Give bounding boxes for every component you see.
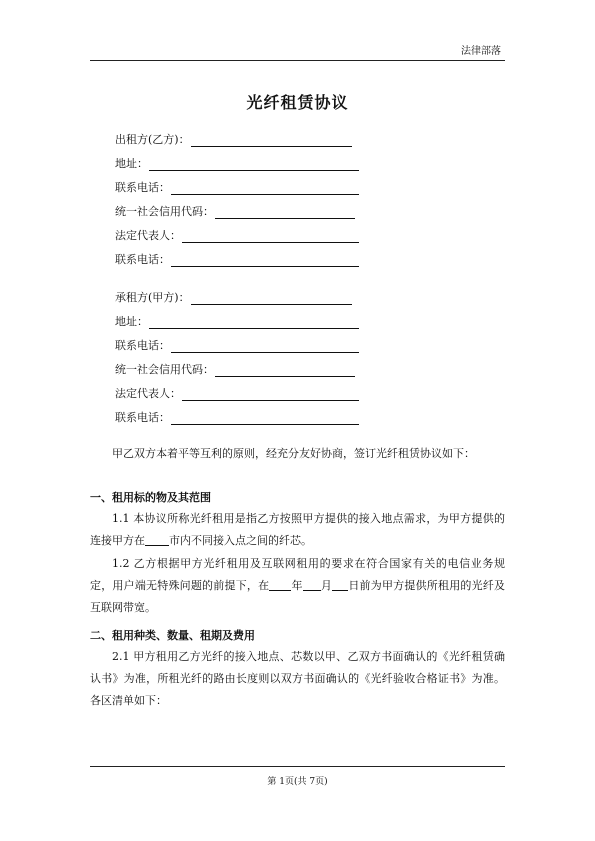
clause-1-2-text-a: 1.2 乙方根据甲方光纤租用及互联网租用的要求在符合国家有关的电信业务规定，用户端无特殊问题的前提下，在	[90, 557, 505, 592]
lessor-address-label: 地址：	[115, 157, 148, 170]
city-blank	[145, 533, 169, 546]
clause-1-1-text-a: 1.1 本协议所称光纤租用是指乙方按照甲方提供的接入地点需求，为甲方提供的连接甲方在	[90, 512, 505, 547]
section1-clause-2	[90, 553, 505, 619]
lessor-credit-code-field	[115, 203, 355, 219]
lessor-phone-field	[115, 179, 359, 195]
lessor-party-blank	[191, 134, 352, 147]
lessor-credit-code-label: 统一社会信用代码：	[115, 205, 214, 218]
page-number: 第 1页(共 7页)	[267, 777, 328, 787]
intro-paragraph: 甲乙双方本着平等互利的原则，经充分友好协商，签订光纤租赁协议如下：	[112, 447, 475, 460]
lessee-party-field	[115, 289, 352, 305]
lessee-credit-code-blank	[215, 364, 355, 377]
header-divider	[90, 60, 505, 61]
clause-1-1-text-b: 市内不同接入点之间的纤芯。	[169, 534, 312, 547]
lessee-legal-rep-field	[115, 385, 359, 401]
lessee-address-blank	[149, 316, 359, 329]
lessor-credit-code-blank	[215, 206, 355, 219]
header-brand: 法律部落	[461, 46, 501, 57]
lessor-phone2-field	[115, 251, 359, 267]
lessor-party-field	[115, 131, 352, 147]
lessor-phone-label: 联系电话：	[115, 181, 170, 194]
lessee-phone2-field	[115, 409, 359, 425]
clause-1-2-text-b: 日前为甲方提供所租用的光纤及互联网带宽。	[90, 579, 506, 614]
lessee-address-label: 地址：	[115, 315, 148, 328]
lessee-phone-field	[115, 337, 359, 353]
section1-clause-1	[90, 508, 505, 552]
lessor-legal-rep-label: 法定代表人：	[115, 229, 181, 242]
lessee-phone-label: 联系电话：	[115, 339, 170, 352]
lessee-phone2-blank	[171, 412, 359, 425]
lessee-phone2-label: 联系电话：	[115, 411, 170, 424]
footer-divider	[90, 766, 505, 767]
clause-1-2-year: 年	[291, 579, 303, 592]
lessee-legal-rep-blank	[182, 388, 359, 401]
lessor-phone-blank	[171, 182, 359, 195]
lessee-credit-code-field	[115, 361, 355, 377]
lessor-phone2-blank	[171, 254, 359, 267]
document-title: 光纤租赁协议	[246, 93, 349, 112]
day-blank	[332, 578, 348, 591]
section2-clause-1: 2.1 甲方租用乙方光纤的接入地点、芯数以甲、乙双方书面确认的《光纤租赁确认书》为准，所租光纤的路由长度则以双方书面确认的《光纤验收合格证书》为准。各区清单如下：	[90, 650, 505, 707]
lessee-party-label: 承租方(甲方)：	[115, 291, 190, 304]
lessor-address-blank	[149, 158, 359, 171]
lessor-address-field	[115, 155, 359, 171]
clause-1-2-month: 月	[320, 579, 333, 592]
lessor-party-label: 出租方(乙方)：	[115, 133, 190, 146]
lessor-legal-rep-field	[115, 227, 359, 243]
month-blank	[303, 578, 321, 591]
section2-heading: 二、租用种类、数量、租期及费用	[90, 629, 255, 642]
section1-heading: 一、租用标的物及其范围	[90, 491, 211, 504]
lessee-credit-code-label: 统一社会信用代码：	[115, 363, 214, 376]
year-blank	[269, 578, 291, 591]
lessee-phone-blank	[171, 340, 359, 353]
lessor-legal-rep-blank	[182, 230, 359, 243]
lessee-party-blank	[191, 292, 352, 305]
lessee-address-field	[115, 313, 359, 329]
lessor-phone2-label: 联系电话：	[115, 253, 170, 266]
lessee-legal-rep-label: 法定代表人：	[115, 387, 181, 400]
